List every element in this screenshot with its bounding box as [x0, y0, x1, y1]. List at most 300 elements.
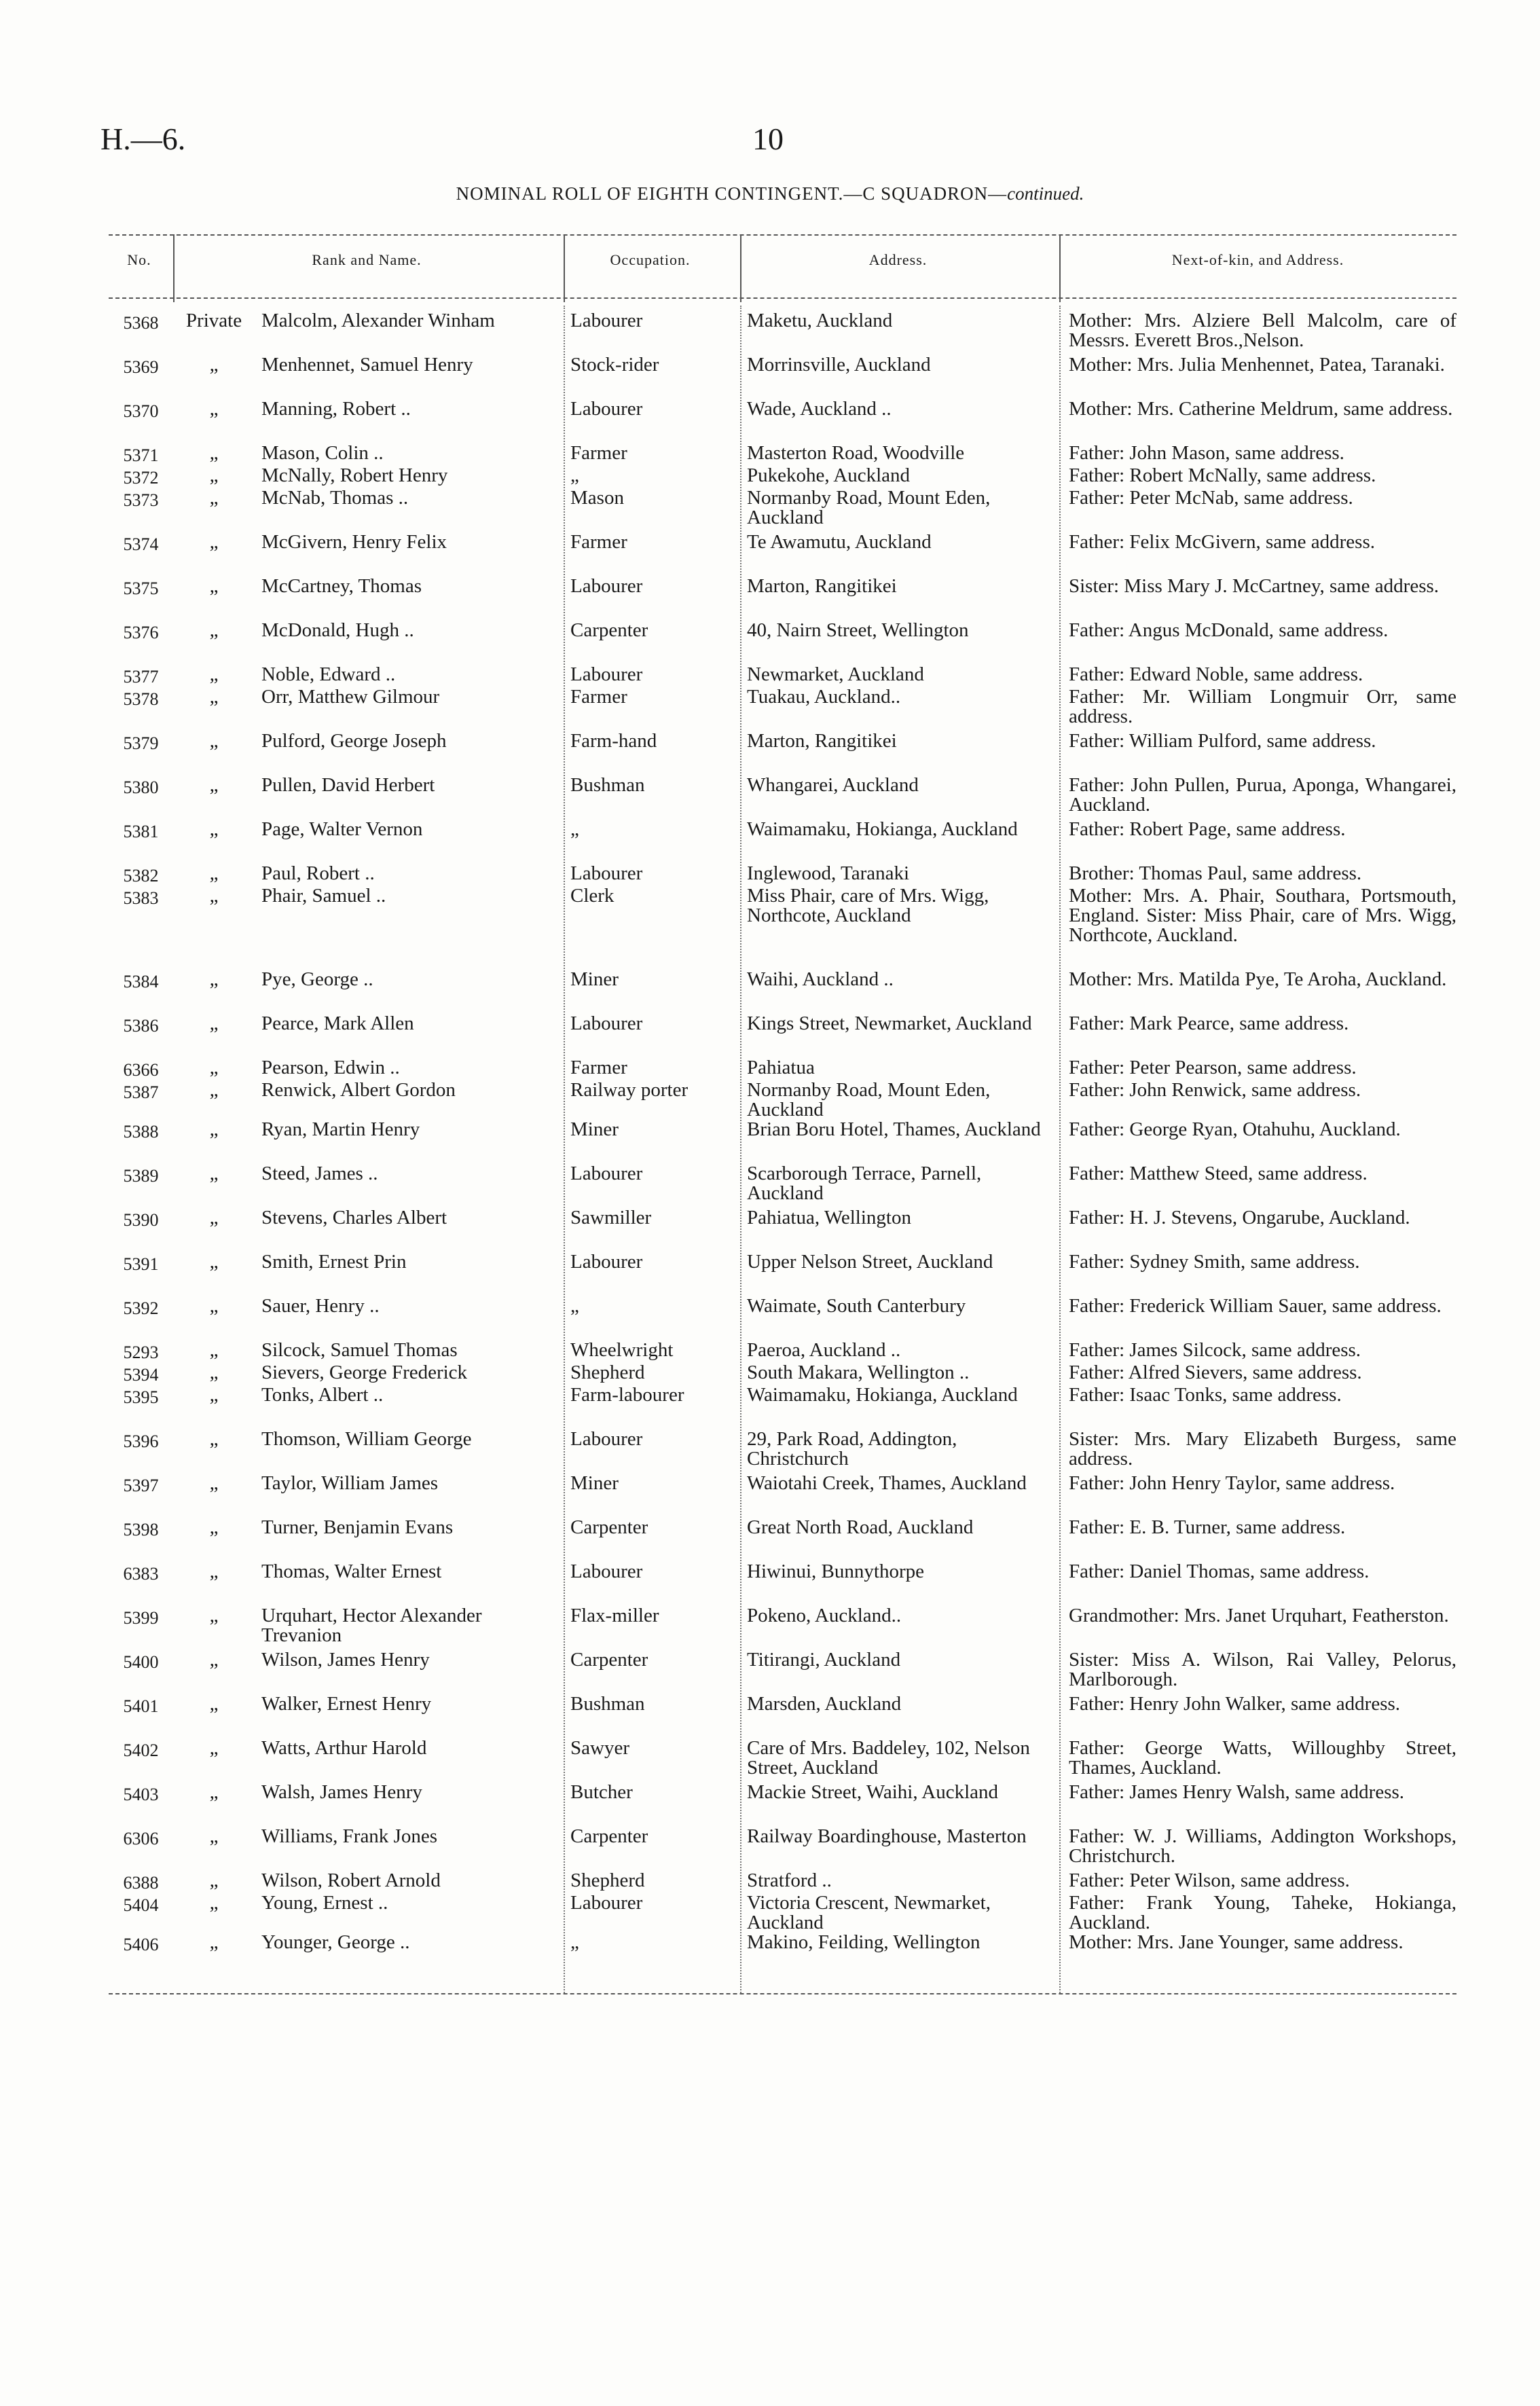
next-of-kin: Father: John Renwick, same address. [1069, 1080, 1361, 1101]
soldier-name: Young, Ernest .. [261, 1893, 388, 1914]
address: Brian Boru Hotel, Thames, Auckland [747, 1120, 1041, 1140]
service-number: 5396 [123, 1432, 159, 1451]
occupation: Bushman [570, 776, 645, 796]
rank: „ [209, 731, 219, 752]
service-number: 5371 [123, 445, 159, 465]
address: Maketu, Auckland [747, 311, 893, 331]
rank: „ [209, 1518, 219, 1538]
address: Inglewood, Taranaki [747, 864, 910, 884]
rank: „ [209, 1783, 219, 1803]
service-number: 5402 [123, 1740, 159, 1760]
next-of-kin: Father: H. J. Stevens, Ongarube, Auckland. [1069, 1208, 1410, 1228]
occupation: Sawyer [570, 1738, 629, 1759]
rank: „ [209, 1694, 219, 1715]
address: Waimamaku, Hokianga, Auckland [747, 820, 1018, 840]
soldier-name: Urquhart, Hector Alexander Trevanion [261, 1606, 482, 1646]
soldier-name: Watts, Arthur Harold [261, 1738, 427, 1759]
rank: Private [185, 311, 242, 331]
service-number: 5380 [123, 778, 159, 797]
occupation: „ [570, 1296, 579, 1317]
next-of-kin: Father: Peter Wilson, same address. [1069, 1871, 1350, 1891]
service-number: 5399 [123, 1608, 159, 1628]
table-row [109, 466, 1456, 488]
address: Kings Street, Newmarket, Auckland [747, 1014, 1032, 1034]
next-of-kin: Father: Peter Pearson, same address. [1069, 1058, 1357, 1078]
address: Newmarket, Auckland [747, 665, 924, 685]
address: Normanby Road, Mount Eden, Auckland [747, 488, 991, 528]
table-row [109, 1738, 1456, 1783]
service-number: 5382 [123, 866, 159, 886]
next-of-kin: Brother: Thomas Paul, same address. [1069, 864, 1362, 884]
next-of-kin: Father: Edward Noble, same address. [1069, 665, 1363, 685]
address: 29, Park Road, Addington, Christchurch [747, 1429, 957, 1470]
table-row [109, 1120, 1456, 1164]
table-row [109, 1252, 1456, 1296]
next-of-kin: Father: George Ryan, Otahuhu, Auckland. [1069, 1120, 1401, 1140]
occupation: Farmer [570, 532, 627, 553]
soldier-name: McCartney, Thomas [261, 577, 422, 597]
soldier-name: Manning, Robert .. [261, 399, 411, 420]
next-of-kin: Father: W. J. Williams, Addington Workshops, Christchurch. [1069, 1827, 1456, 1867]
service-number: 6366 [123, 1060, 159, 1080]
rank: „ [209, 1606, 219, 1626]
service-number: 5379 [123, 733, 159, 753]
occupation: Shepherd [570, 1871, 645, 1891]
soldier-name: Page, Walter Vernon [261, 820, 423, 840]
occupation: Labourer [570, 1562, 643, 1582]
roll-title-main: NOMINAL ROLL OF EIGHTH CONTINGENT.—C SQUADRON— [456, 183, 1008, 204]
table-bottom-rule [109, 1993, 1456, 1994]
col-header-next-of-kin: Next-of-kin, and Address. [1171, 251, 1344, 268]
table-row [109, 1871, 1456, 1893]
service-number: 5392 [123, 1298, 159, 1318]
rank: „ [209, 820, 219, 840]
rank: „ [209, 1296, 219, 1317]
rank: „ [209, 864, 219, 884]
next-of-kin: Father: Felix McGivern, same address. [1069, 532, 1376, 553]
table-row [109, 1606, 1456, 1650]
occupation: Mason [570, 488, 624, 509]
soldier-name: Thomson, William George [261, 1429, 472, 1450]
address: Pukekohe, Auckland [747, 466, 911, 486]
service-number: 5370 [123, 401, 159, 421]
table-row [109, 1080, 1456, 1120]
occupation: „ [570, 820, 579, 840]
soldier-name: Walsh, James Henry [261, 1783, 422, 1803]
soldier-name: Tonks, Albert .. [261, 1385, 384, 1406]
address: Victoria Crescent, Newmarket, Auckland [747, 1893, 991, 1933]
header-bottom-rule [109, 297, 1456, 299]
table-row [109, 970, 1456, 1014]
page-number: 10 [752, 122, 784, 156]
header-divider [740, 234, 741, 302]
table-row [109, 1562, 1456, 1606]
service-number: 6383 [123, 1564, 159, 1584]
address: Wade, Auckland .. [747, 399, 892, 420]
occupation: Butcher [570, 1783, 633, 1803]
occupation: Labourer [570, 1164, 643, 1184]
next-of-kin: Sister: Miss A. Wilson, Rai Valley, Pelorus, Marlborough. [1069, 1650, 1456, 1690]
next-of-kin: Father: E. B. Turner, same address. [1069, 1518, 1346, 1538]
occupation: Carpenter [570, 1518, 648, 1538]
table-row [109, 1164, 1456, 1208]
table-row [109, 1363, 1456, 1385]
next-of-kin: Father: John Henry Taylor, same address. [1069, 1474, 1395, 1494]
rank: „ [209, 1014, 219, 1034]
soldier-name: Pullen, David Herbert [261, 776, 435, 796]
occupation: Stock-rider [570, 355, 659, 376]
soldier-name: Pearce, Mark Allen [261, 1014, 414, 1034]
address: Titirangi, Auckland [747, 1650, 901, 1671]
occupation: Carpenter [570, 1827, 648, 1847]
soldier-name: Sievers, George Frederick [261, 1363, 468, 1383]
soldier-name: Silcock, Samuel Thomas [261, 1341, 458, 1361]
address: Stratford .. [747, 1871, 832, 1891]
rank: „ [209, 886, 219, 907]
soldier-name: McDonald, Hugh .. [261, 621, 414, 641]
soldier-name: Sauer, Henry .. [261, 1296, 380, 1317]
table-row [109, 1058, 1456, 1080]
rank: „ [209, 1650, 219, 1671]
occupation: Carpenter [570, 621, 648, 641]
soldier-name: Orr, Matthew Gilmour [261, 687, 440, 708]
service-number: 5391 [123, 1254, 159, 1274]
next-of-kin: Father: John Pullen, Purua, Aponga, Whangarei, Auckland. [1069, 776, 1456, 816]
col-header-rank-name: Rank and Name. [312, 251, 422, 268]
table-row [109, 864, 1456, 886]
occupation: Sawmiller [570, 1208, 652, 1228]
next-of-kin: Father: James Silcock, same address. [1069, 1341, 1361, 1361]
soldier-name: Wilson, Robert Arnold [261, 1871, 441, 1891]
table-row [109, 577, 1456, 621]
table-row [109, 355, 1456, 399]
service-number: 5376 [123, 623, 159, 642]
address: Paeroa, Auckland .. [747, 1341, 901, 1361]
soldier-name: Pye, George .. [261, 970, 373, 990]
soldier-name: Pearson, Edwin .. [261, 1058, 400, 1078]
table-row [109, 1783, 1456, 1827]
soldier-name: Mason, Colin .. [261, 443, 384, 464]
table-row [109, 488, 1456, 532]
address: Pahiatua, Wellington [747, 1208, 911, 1228]
service-number: 5374 [123, 534, 159, 554]
occupation: Carpenter [570, 1650, 648, 1671]
col-header-address: Address. [868, 251, 928, 268]
address: Te Awamutu, Auckland [747, 532, 932, 553]
rank: „ [209, 1474, 219, 1494]
nominal-roll-body [109, 311, 1456, 1977]
soldier-name: McNally, Robert Henry [261, 466, 448, 486]
address: Railway Boardinghouse, Masterton [747, 1827, 1027, 1847]
rank: „ [209, 1385, 219, 1406]
service-number: 5403 [123, 1785, 159, 1804]
table-row [109, 621, 1456, 665]
occupation: Labourer [570, 1429, 643, 1450]
occupation: Labourer [570, 1893, 643, 1914]
table-row [109, 820, 1456, 864]
rank: „ [209, 1341, 219, 1361]
occupation: „ [570, 1933, 579, 1953]
soldier-name: Paul, Robert .. [261, 864, 375, 884]
rank: „ [209, 1080, 219, 1101]
next-of-kin: Father: Mr. William Longmuir Orr, same address. [1069, 687, 1456, 727]
next-of-kin: Mother: Mrs. Matilda Pye, Te Aroha, Auckland. [1069, 970, 1447, 990]
occupation: Labourer [570, 311, 643, 331]
service-number: 5406 [123, 1935, 159, 1954]
table-row [109, 311, 1456, 355]
address: Marsden, Auckland [747, 1694, 902, 1715]
address: Waihi, Auckland .. [747, 970, 894, 990]
soldier-name: Stevens, Charles Albert [261, 1208, 447, 1228]
soldier-name: Thomas, Walter Ernest [261, 1562, 442, 1582]
table-row [109, 665, 1456, 687]
table-row [109, 1518, 1456, 1562]
table-row [109, 1208, 1456, 1252]
rank: „ [209, 1827, 219, 1847]
address: Pokeno, Auckland.. [747, 1606, 902, 1626]
soldier-name: Taylor, William James [261, 1474, 439, 1494]
header-top-rule [109, 234, 1456, 236]
occupation: Farm-hand [570, 731, 657, 752]
occupation: Labourer [570, 399, 643, 420]
table-row [109, 399, 1456, 443]
address: Waimamaku, Hokianga, Auckland [747, 1385, 1018, 1406]
table-row [109, 687, 1456, 731]
document-reference: H.—6. [100, 122, 186, 156]
address: Normanby Road, Mount Eden, Auckland [747, 1080, 991, 1120]
table-row [109, 1385, 1456, 1429]
occupation: Clerk [570, 886, 615, 907]
rank: „ [209, 1058, 219, 1078]
soldier-name: Wilson, James Henry [261, 1650, 430, 1671]
address: Marton, Rangitikei [747, 577, 897, 597]
occupation: Farm-labourer [570, 1385, 684, 1406]
occupation: Labourer [570, 1252, 643, 1273]
rank: „ [209, 443, 219, 464]
rank: „ [209, 1208, 219, 1228]
occupation: Farmer [570, 687, 627, 708]
rank: „ [209, 1164, 219, 1184]
next-of-kin: Mother: Mrs. Julia Menhennet, Patea, Taranaki. [1069, 355, 1445, 376]
next-of-kin: Grandmother: Mrs. Janet Urquhart, Featherston. [1069, 1606, 1449, 1626]
header-divider [1059, 234, 1061, 302]
table-row [109, 1694, 1456, 1738]
service-number: 5398 [123, 1520, 159, 1539]
address: Miss Phair, care of Mrs. Wigg, Northcote, Auckland [747, 886, 989, 926]
occupation: Labourer [570, 1014, 643, 1034]
rank: „ [209, 621, 219, 641]
col-header-no: No. [127, 251, 151, 268]
service-number: 5390 [123, 1210, 159, 1230]
occupation: Labourer [570, 665, 643, 685]
next-of-kin: Sister: Mrs. Mary Elizabeth Burgess, same address. [1069, 1429, 1456, 1470]
service-number: 5381 [123, 822, 159, 841]
table-row [109, 731, 1456, 776]
address: Marton, Rangitikei [747, 731, 897, 752]
occupation: Farmer [570, 443, 627, 464]
address: Makino, Feilding, Wellington [747, 1933, 980, 1953]
occupation: „ [570, 466, 579, 486]
service-number: 5375 [123, 579, 159, 598]
soldier-name: Walker, Ernest Henry [261, 1694, 432, 1715]
table-row [109, 1827, 1456, 1871]
soldier-name: McGivern, Henry Felix [261, 532, 447, 553]
occupation: Flax-miller [570, 1606, 659, 1626]
rank: „ [209, 399, 219, 420]
table-row [109, 1474, 1456, 1518]
table-row [109, 1429, 1456, 1474]
next-of-kin: Mother: Mrs. Alziere Bell Malcolm, care of Messrs. Everett Bros.,Nelson. [1069, 311, 1456, 351]
address: Great North Road, Auckland [747, 1518, 974, 1538]
next-of-kin: Father: Henry John Walker, same address. [1069, 1694, 1401, 1715]
table-row [109, 1296, 1456, 1341]
table-row [109, 776, 1456, 820]
service-number: 5383 [123, 888, 159, 908]
table-row [109, 1341, 1456, 1363]
header-divider [173, 234, 175, 302]
occupation: Miner [570, 1474, 619, 1494]
table-row [109, 1014, 1456, 1058]
rank: „ [209, 1429, 219, 1450]
header-divider [564, 234, 565, 302]
address: Scarborough Terrace, Parnell, Auckland [747, 1164, 982, 1204]
roll-title-continued: continued. [1007, 183, 1084, 204]
service-number: 5400 [123, 1652, 159, 1672]
address: Pahiatua [747, 1058, 815, 1078]
soldier-name: Malcolm, Alexander Winham [261, 311, 495, 331]
soldier-name: Phair, Samuel .. [261, 886, 386, 907]
table-row [109, 1933, 1456, 1977]
service-number: 5384 [123, 972, 159, 991]
service-number: 5369 [123, 357, 159, 377]
nominal-roll-table [109, 311, 1456, 1977]
table-row [109, 1893, 1456, 1933]
occupation: Shepherd [570, 1363, 645, 1383]
rank: „ [209, 466, 219, 486]
soldier-name: Ryan, Martin Henry [261, 1120, 420, 1140]
next-of-kin: Father: John Mason, same address. [1069, 443, 1344, 464]
address: Waimate, South Canterbury [747, 1296, 966, 1317]
service-number: 5401 [123, 1696, 159, 1716]
service-number: 6306 [123, 1829, 159, 1848]
address: Masterton Road, Woodville [747, 443, 965, 464]
occupation: Bushman [570, 1694, 645, 1715]
next-of-kin: Father: Alfred Sievers, same address. [1069, 1363, 1362, 1383]
roll-title [0, 183, 1540, 204]
service-number: 5394 [123, 1365, 159, 1385]
service-number: 5386 [123, 1016, 159, 1036]
soldier-name: Pulford, George Joseph [261, 731, 447, 752]
address: Tuakau, Auckland.. [747, 687, 901, 708]
rank: „ [209, 577, 219, 597]
soldier-name: Steed, James .. [261, 1164, 378, 1184]
service-number: 5397 [123, 1476, 159, 1495]
next-of-kin: Father: Frank Young, Taheke, Hokianga, Auckland. [1069, 1893, 1456, 1933]
address: Whangarei, Auckland [747, 776, 919, 796]
col-header-occupation: Occupation. [610, 251, 691, 268]
address: Mackie Street, Waihi, Auckland [747, 1783, 999, 1803]
occupation: Miner [570, 1120, 619, 1140]
rank: „ [209, 1120, 219, 1140]
soldier-name: Noble, Edward .. [261, 665, 396, 685]
next-of-kin: Father: Angus McDonald, same address. [1069, 621, 1389, 641]
rank: „ [209, 532, 219, 553]
service-number: 5368 [123, 313, 159, 333]
next-of-kin: Father: Matthew Steed, same address. [1069, 1164, 1368, 1184]
address: South Makara, Wellington .. [747, 1363, 970, 1383]
next-of-kin: Father: James Henry Walsh, same address. [1069, 1783, 1405, 1803]
next-of-kin: Father: Daniel Thomas, same address. [1069, 1562, 1370, 1582]
service-number: 5388 [123, 1122, 159, 1142]
next-of-kin: Father: Sydney Smith, same address. [1069, 1252, 1360, 1273]
next-of-kin: Father: Robert McNally, same address. [1069, 466, 1376, 486]
address: Waiotahi Creek, Thames, Auckland [747, 1474, 1027, 1494]
service-number: 5293 [123, 1343, 159, 1362]
address: Upper Nelson Street, Auckland [747, 1252, 993, 1273]
soldier-name: Renwick, Albert Gordon [261, 1080, 456, 1101]
rank: „ [209, 1363, 219, 1383]
address: Care of Mrs. Baddeley, 102, Nelson Street, Auckland [747, 1738, 1030, 1779]
rank: „ [209, 776, 219, 796]
soldier-name: Turner, Benjamin Evans [261, 1518, 454, 1538]
next-of-kin: Sister: Miss Mary J. McCartney, same address. [1069, 577, 1440, 597]
service-number: 5387 [123, 1082, 159, 1102]
rank: „ [209, 1252, 219, 1273]
service-number: 5395 [123, 1387, 159, 1407]
occupation: Farmer [570, 1058, 627, 1078]
next-of-kin: Mother: Mrs. A. Phair, Southara, Portsmouth, England. Sister: Miss Phair, care of Mrs. Wigg, Northcote, Auckland. [1069, 886, 1456, 946]
table-row [109, 886, 1456, 970]
rank: „ [209, 355, 219, 376]
service-number: 5378 [123, 689, 159, 709]
table-row [109, 443, 1456, 466]
rank: „ [209, 1871, 219, 1891]
address: 40, Nairn Street, Wellington [747, 621, 969, 641]
occupation: Labourer [570, 577, 643, 597]
next-of-kin: Father: Robert Page, same address. [1069, 820, 1346, 840]
rank: „ [209, 1738, 219, 1759]
soldier-name: Williams, Frank Jones [261, 1827, 438, 1847]
service-number: 6388 [123, 1873, 159, 1893]
next-of-kin: Mother: Mrs. Catherine Meldrum, same address. [1069, 399, 1453, 420]
occupation: Miner [570, 970, 619, 990]
next-of-kin: Father: Peter McNab, same address. [1069, 488, 1353, 509]
next-of-kin: Father: William Pulford, same address. [1069, 731, 1376, 752]
address: Hiwinui, Bunnythorpe [747, 1562, 924, 1582]
soldier-name: McNab, Thomas .. [261, 488, 409, 509]
service-number: 5389 [123, 1166, 159, 1186]
rank: „ [209, 970, 219, 990]
occupation: Labourer [570, 864, 643, 884]
service-number: 5372 [123, 468, 159, 488]
soldier-name: Younger, George .. [261, 1933, 410, 1953]
next-of-kin: Father: George Watts, Willoughby Street, Thames, Auckland. [1069, 1738, 1456, 1779]
next-of-kin: Father: Mark Pearce, same address. [1069, 1014, 1349, 1034]
rank: „ [209, 1933, 219, 1953]
address: Morrinsville, Auckland [747, 355, 931, 376]
occupation: Wheelwright [570, 1341, 674, 1361]
next-of-kin: Mother: Mrs. Jane Younger, same address. [1069, 1933, 1404, 1953]
occupation: Railway porter [570, 1080, 689, 1101]
service-number: 5404 [123, 1895, 159, 1915]
rank: „ [209, 665, 219, 685]
rank: „ [209, 488, 219, 509]
next-of-kin: Father: Isaac Tonks, same address. [1069, 1385, 1342, 1406]
table-row [109, 1650, 1456, 1694]
rank: „ [209, 1893, 219, 1914]
rank: „ [209, 687, 219, 708]
rank: „ [209, 1562, 219, 1582]
